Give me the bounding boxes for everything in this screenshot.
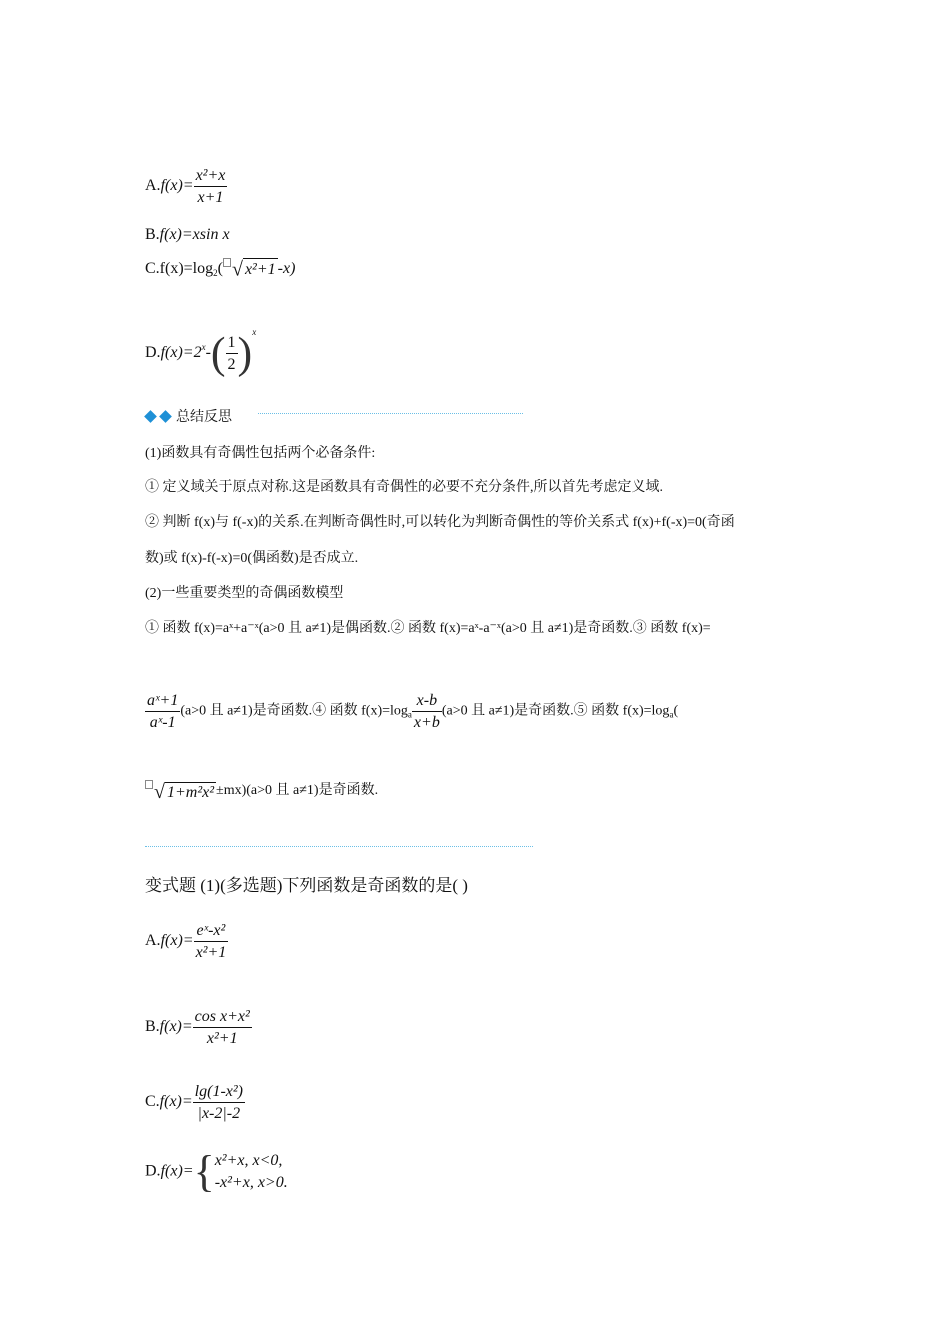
left-brace-icon: { [193, 1147, 215, 1196]
option-c: $C.f(x)=\log_2$( √ x²+1 -x) [145, 258, 296, 281]
right-paren-icon: ) [237, 328, 253, 378]
option-c-label: C. [145, 259, 160, 277]
model3-fraction [145, 690, 180, 733]
option-d-minus: - [205, 344, 211, 361]
exercise-b-lhs: f(x)= [159, 1018, 193, 1036]
summary-p6-end: ( [673, 703, 679, 719]
exercise-option-d [145, 1147, 288, 1196]
diamond-icon [144, 410, 157, 423]
summary-p4: (2)一些重要类型的奇偶函数模型 [145, 586, 344, 601]
exercise-d-lhs: f(x)= [160, 1162, 194, 1180]
summary-p6 [145, 690, 678, 733]
exercise-d-case2: -x²+x, x>0. [214, 1174, 288, 1191]
option-c-radicand: x²+1 [243, 258, 278, 280]
exercise-title: 变式题 (1)(多选题)下列函数是奇函数的是( ) [145, 876, 468, 895]
exercise-c-fraction [193, 1081, 245, 1124]
placeholder-box-icon [145, 780, 153, 789]
model5-base: a [669, 709, 674, 720]
option-d-numerator: 1 [226, 332, 238, 354]
summary-heading-text: 总结反思 [176, 409, 232, 425]
exercise-d-label: D. [145, 1162, 161, 1180]
summary-p5: ① 函数 f(x)=aˣ+a⁻ˣ(a>0 且 a≠1)是偶函数.② 函数 f(x)=aˣ-a⁻ˣ(a>0 且 a≠1)是奇函数.③ 函数 f(x)= [145, 621, 711, 636]
exercise-b-label: B. [145, 1018, 160, 1036]
summary-p7-tail: ±mx)(a>0 且 a≠1)是奇函数. [216, 783, 379, 799]
model5-radicand: 1+m²x² [166, 783, 215, 801]
exercise-b-fraction [193, 1006, 252, 1049]
exercise-b-denominator: x²+1 [206, 1030, 238, 1047]
option-b-text: f(x)=xsin x [159, 226, 230, 243]
option-d [145, 322, 257, 378]
option-a-lhs: f(x)= [160, 177, 194, 195]
summary-p3a: ② 判断 f(x)与 f(-x)的关系.在判断奇偶性时,可以转化为判断奇偶性的等价关系式 f(x)+f(-x)=0(奇函 [145, 515, 735, 530]
option-d-denominator: 2 [227, 355, 236, 373]
exercise-d-case1: x²+x, x<0, [214, 1152, 283, 1169]
exercise-a-label: A. [145, 932, 161, 950]
exercise-option-b [145, 1006, 252, 1049]
exercise-b-numerator: cos x+x² [193, 1006, 252, 1028]
summary-p7 [145, 780, 378, 802]
option-d-lhs: f(x)=2 [160, 344, 202, 361]
model3-denominator: aˣ-1 [149, 714, 176, 731]
exercise-c-denominator: |x-2|-2 [197, 1105, 241, 1122]
option-a-fraction [194, 165, 228, 208]
option-d-sup: x [201, 342, 206, 352]
exercise-c-lhs: f(x)= [159, 1093, 193, 1111]
option-a-denominator: x+1 [197, 189, 224, 206]
option-d-exponent: x [252, 327, 257, 337]
summary-heading [146, 408, 232, 426]
exercise-option-c [145, 1081, 245, 1124]
option-b [145, 225, 230, 245]
option-c-base: 2 [213, 267, 218, 278]
exercise-d-cases [215, 1150, 288, 1194]
exercise-option-a [145, 920, 228, 963]
placeholder-box-icon [223, 258, 231, 267]
exercise-a-denominator: x²+1 [195, 944, 227, 961]
exercise-a-lhs: f(x)= [160, 932, 194, 950]
model4-fraction [412, 690, 442, 733]
summary-divider [145, 846, 533, 847]
exercise-a-numerator: eˣ-x² [194, 920, 229, 942]
exercise-a-fraction [194, 920, 229, 963]
summary-p1: (1)函数具有奇偶性包括两个必备条件: [145, 446, 376, 461]
summary-p6-mid: (a>0 且 a≠1)是奇函数.④ 函数 f(x)=log [180, 703, 408, 719]
model3-numerator: aˣ+1 [145, 690, 180, 712]
option-b-label: B. [145, 226, 160, 243]
model4-base: a [407, 709, 412, 720]
exercise-c-label: C. [145, 1093, 160, 1111]
radical-icon: √ [154, 780, 165, 803]
model5-sqrt [145, 780, 216, 802]
heading-divider [258, 413, 523, 414]
left-paren-icon: ( [210, 328, 226, 378]
model4-numerator: x-b [412, 690, 442, 712]
summary-p3b: 数)或 f(x)-f(-x)=0(偶函数)是否成立. [145, 551, 359, 566]
exercise-c-numerator: lg(1-x²) [193, 1081, 245, 1103]
model4-denominator: x+b [413, 714, 440, 731]
summary-p6-tail: (a>0 且 a≠1)是奇函数.⑤ 函数 f(x)=log [441, 703, 670, 719]
option-c-lhs: f(x)=log [159, 259, 214, 277]
option-a-label: A. [145, 177, 161, 195]
option-a [145, 165, 227, 208]
option-d-label: D. [145, 344, 161, 361]
summary-p2: ① 定义域关于原点对称.这是函数具有奇偶性的必要不充分条件,所以首先考虑定义域. [145, 480, 663, 495]
option-d-fraction [226, 332, 238, 375]
option-c-sqrt [223, 258, 278, 280]
radical-icon: √ [231, 258, 243, 281]
option-c-tail: -x) [277, 259, 296, 277]
diamond-icon [159, 410, 172, 423]
option-a-numerator: x²+x [194, 165, 228, 187]
